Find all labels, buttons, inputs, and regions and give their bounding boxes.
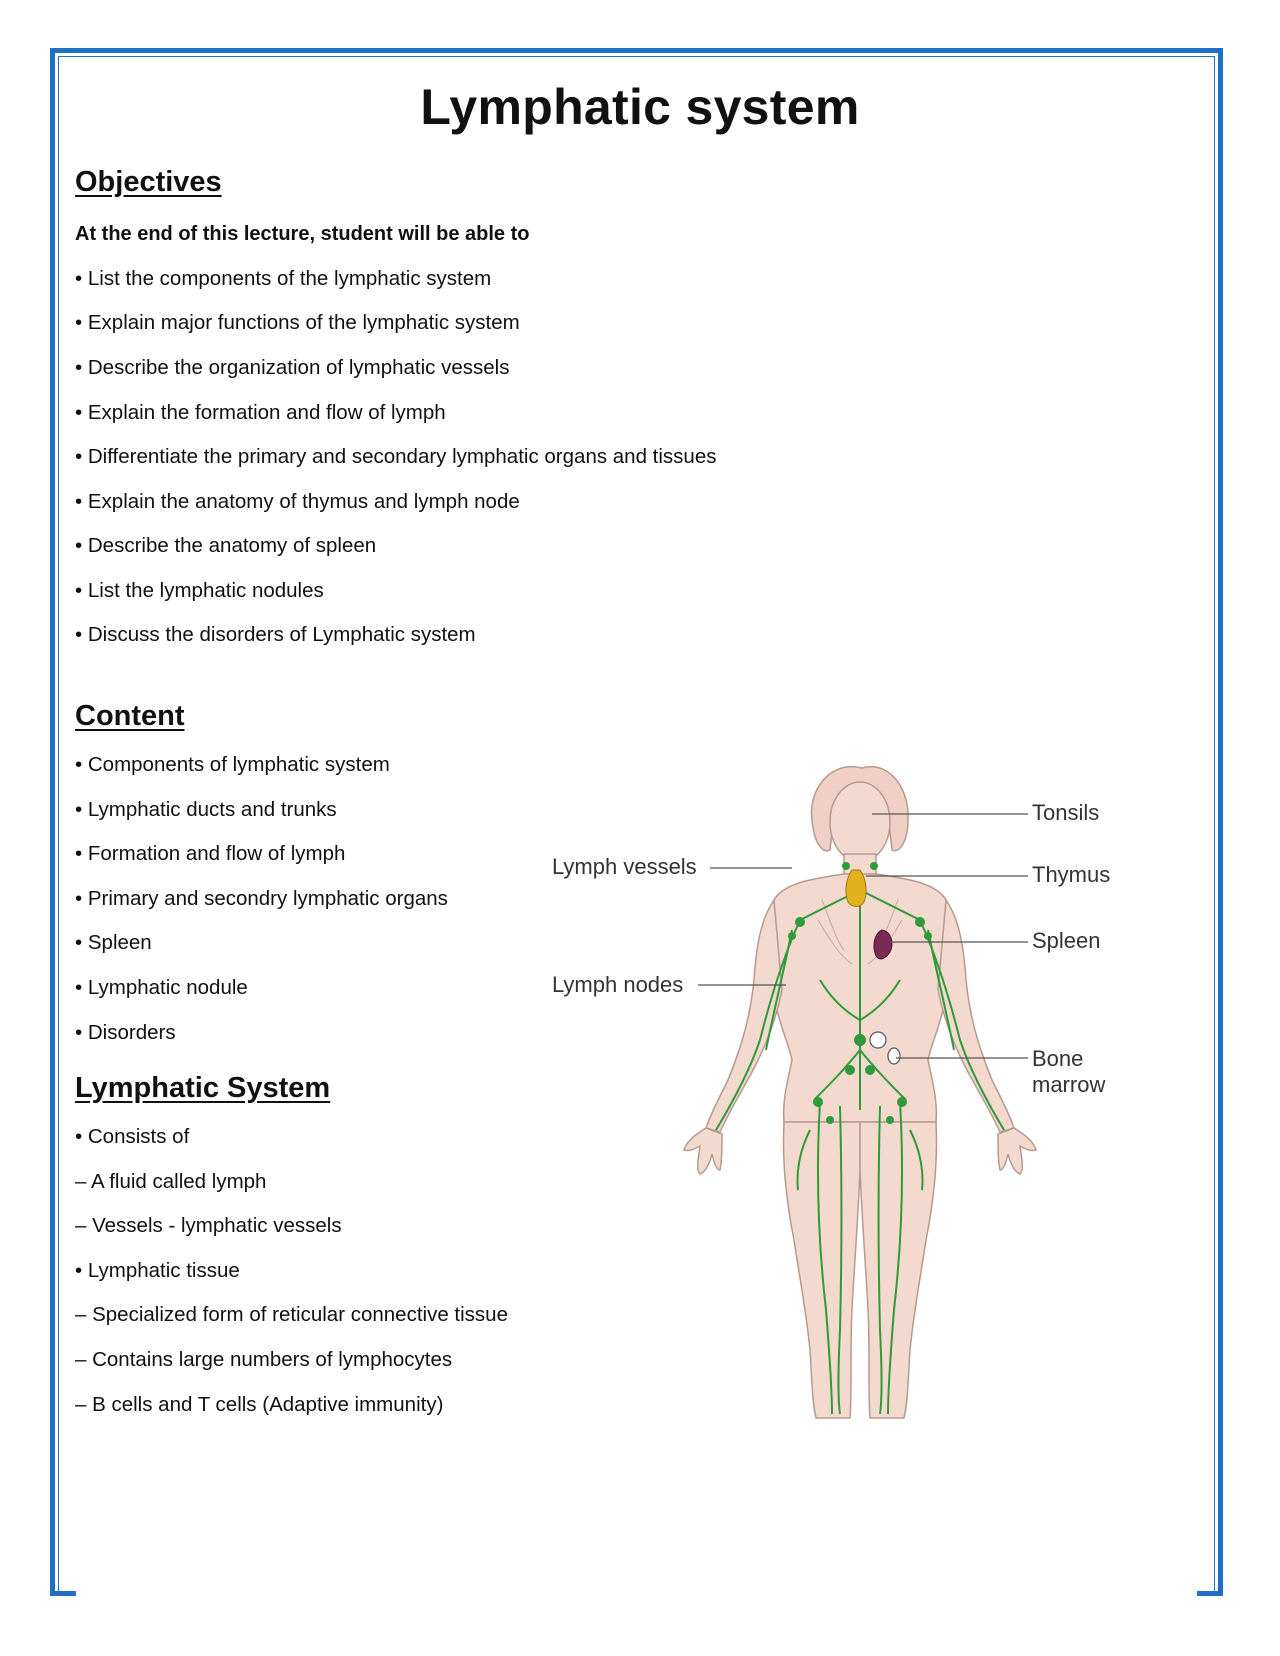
thymus-organ bbox=[846, 870, 866, 907]
system-item: • Lymphatic tissue bbox=[75, 1259, 240, 1282]
objective-item: • Describe the organization of lymphatic vessels bbox=[75, 356, 510, 379]
content-item: • Primary and secondry lymphatic organs bbox=[75, 887, 448, 910]
content-item: • Formation and flow of lymph bbox=[75, 842, 346, 865]
label-spleen: Spleen bbox=[1032, 928, 1101, 953]
content-item: • Lymphatic nodule bbox=[75, 976, 248, 999]
system-item: • Consists of bbox=[75, 1125, 190, 1148]
objective-item: • Explain major functions of the lymphatic system bbox=[75, 311, 520, 334]
lymphatic-system-heading: Lymphatic System bbox=[75, 1072, 331, 1104]
content-item: • Spleen bbox=[75, 931, 152, 954]
label-bone: Bone bbox=[1032, 1046, 1084, 1071]
objective-item: • Describe the anatomy of spleen bbox=[75, 534, 377, 557]
objectives-section bbox=[75, 164, 715, 664]
content-heading: Content bbox=[75, 700, 185, 732]
system-item: – Vessels - lymphatic vessels bbox=[75, 1214, 342, 1237]
content-item: • Components of lymphatic system bbox=[75, 753, 390, 776]
page-title: Lymphatic system bbox=[420, 79, 860, 135]
label-thymus: Thymus bbox=[1032, 862, 1111, 887]
objective-item: • Explain the anatomy of thymus and lymph node bbox=[75, 490, 520, 513]
objective-item: • List the components of the lymphatic system bbox=[75, 267, 492, 290]
objective-item: • Explain the formation and flow of lymph bbox=[75, 401, 446, 424]
system-item: – B cells and T cells (Adaptive immunity) bbox=[75, 1393, 444, 1416]
label-tonsils: Tonsils bbox=[1032, 800, 1100, 825]
system-item: – A fluid called lymph bbox=[75, 1170, 267, 1193]
objective-item: • Differentiate the primary and secondary lymphatic organs and tissues bbox=[75, 445, 717, 468]
objective-item: • List the lymphatic nodules bbox=[75, 579, 324, 602]
content-item: • Disorders bbox=[75, 1021, 176, 1044]
label-lymph-nodes: Lymph nodes bbox=[552, 972, 684, 997]
objective-item: • Discuss the disorders of Lymphatic system bbox=[75, 623, 476, 646]
system-item: – Specialized form of reticular connective tissue bbox=[75, 1303, 508, 1326]
objectives-intro: At the end of this lecture, student will be able to bbox=[75, 223, 530, 245]
border-corner-left bbox=[50, 1586, 76, 1596]
content-item: • Lymphatic ducts and trunks bbox=[75, 798, 337, 821]
system-item: – Contains large numbers of lymphocytes bbox=[75, 1348, 453, 1371]
lymphatic-diagram bbox=[552, 750, 1200, 1470]
label-lymph-vessels: Lymph vessels bbox=[552, 854, 697, 879]
objectives-heading: Objectives bbox=[75, 166, 222, 198]
border-corner-right bbox=[1197, 1586, 1223, 1596]
label-marrow: marrow bbox=[1032, 1072, 1106, 1097]
